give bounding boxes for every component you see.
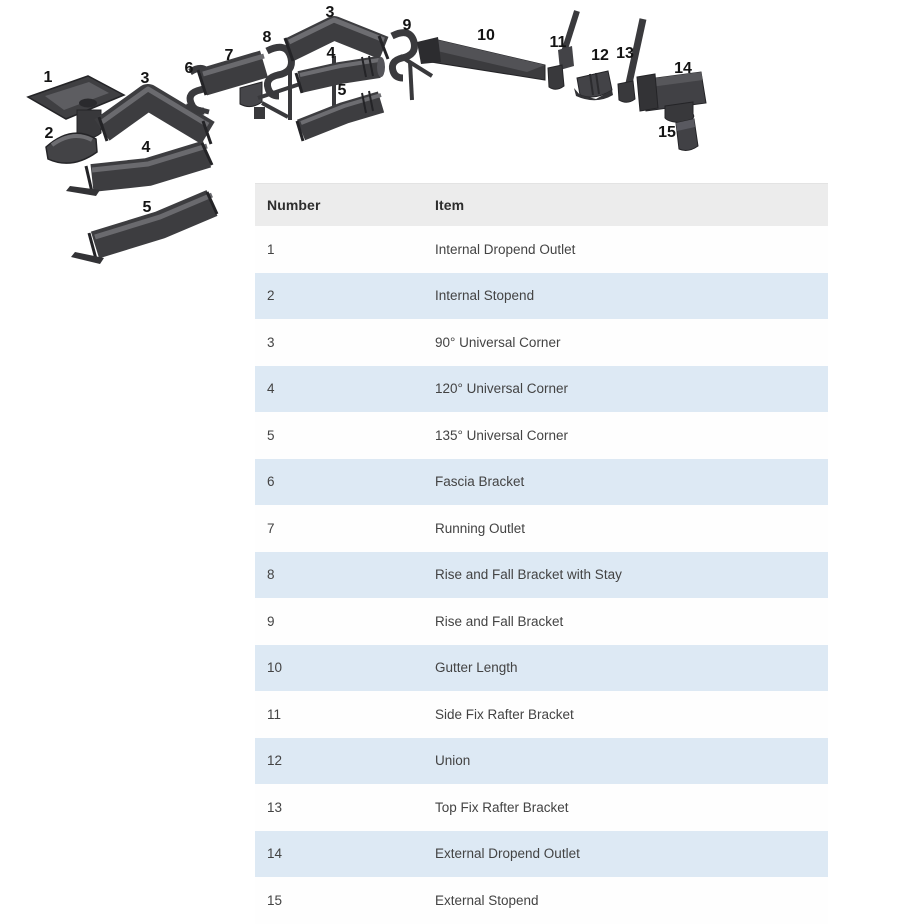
row-number-cell: 1 <box>267 241 275 257</box>
table-row <box>255 273 828 320</box>
row-number-cell: 3 <box>267 334 275 350</box>
part-12-illustration <box>574 71 613 100</box>
row-number-cell: 10 <box>267 660 283 676</box>
parts-table-header <box>255 184 828 227</box>
part-label-11: 11 <box>549 34 567 51</box>
row-item-cell: Internal Dropend Outlet <box>435 241 576 257</box>
table-row <box>255 226 828 273</box>
row-number-cell: 15 <box>267 892 283 908</box>
row-item-cell: Internal Stopend <box>435 288 535 304</box>
part-label-13: 13 <box>616 45 634 62</box>
part-14-illustration <box>637 72 706 122</box>
part-label-10: 10 <box>477 27 495 44</box>
parts-table-body <box>255 226 828 924</box>
part-15-illustration <box>676 119 698 150</box>
column-header-item: Item <box>435 184 828 227</box>
part-label-4: 4 <box>326 45 336 62</box>
row-item-cell: 135° Universal Corner <box>435 427 568 443</box>
row-item-cell: Running Outlet <box>435 520 526 536</box>
part-label-3: 3 <box>140 70 150 87</box>
part-label-12: 12 <box>591 47 609 64</box>
part-label-8: 8 <box>262 29 272 46</box>
row-item-cell: Side Fix Rafter Bracket <box>435 706 574 722</box>
row-item-cell: Top Fix Rafter Bracket <box>435 799 569 815</box>
row-item-cell: Union <box>435 753 471 769</box>
row-number-cell: 13 <box>267 799 283 815</box>
table-row <box>255 552 828 599</box>
part-label-14: 14 <box>674 60 692 77</box>
part-2-illustration <box>46 133 97 163</box>
row-item-cell: 90° Universal Corner <box>435 334 561 350</box>
part-label-5: 5 <box>337 82 347 99</box>
row-number-cell: 6 <box>267 474 275 490</box>
row-item-cell: Gutter Length <box>435 660 518 676</box>
table-row <box>255 505 828 552</box>
row-number-cell: 5 <box>267 427 275 443</box>
part-label-3: 3 <box>325 4 335 21</box>
row-item-cell: Rise and Fall Bracket with Stay <box>435 567 622 583</box>
table-row <box>255 412 828 459</box>
row-number-cell: 4 <box>267 381 275 397</box>
table-row <box>255 784 828 831</box>
row-item-cell: Rise and Fall Bracket <box>435 613 564 629</box>
row-number-cell: 7 <box>267 520 275 536</box>
parts-table-container <box>255 183 828 924</box>
part-label-2: 2 <box>44 125 54 142</box>
part-label-6: 6 <box>184 60 194 77</box>
table-row <box>255 645 828 692</box>
row-number-cell: 11 <box>267 706 282 722</box>
column-header-number: Number <box>255 184 435 227</box>
part-label-4: 4 <box>141 139 151 156</box>
row-item-cell: Fascia Bracket <box>435 474 525 490</box>
row-number-cell: 9 <box>267 613 275 629</box>
table-row <box>255 831 828 878</box>
part-label-7: 7 <box>224 47 234 64</box>
table-row <box>255 738 828 785</box>
row-item-cell: 120° Universal Corner <box>435 381 568 397</box>
table-row <box>255 598 828 645</box>
row-number-cell: 2 <box>267 288 275 304</box>
row-number-cell: 14 <box>267 846 283 862</box>
table-row <box>255 691 828 738</box>
table-row <box>255 877 828 924</box>
table-row <box>255 366 828 413</box>
part-label-9: 9 <box>402 17 412 34</box>
row-number-cell: 8 <box>267 567 275 583</box>
table-row <box>255 459 828 506</box>
row-number-cell: 12 <box>267 753 283 769</box>
part-label-15: 15 <box>658 124 676 141</box>
parts-table <box>255 183 828 924</box>
row-item-cell: External Stopend <box>435 892 539 908</box>
table-row <box>255 319 828 366</box>
part-label-1: 1 <box>43 69 53 86</box>
part-3-top-illustration <box>285 20 388 61</box>
row-item-cell: External Dropend Outlet <box>435 846 580 862</box>
part-label-5: 5 <box>142 199 152 216</box>
